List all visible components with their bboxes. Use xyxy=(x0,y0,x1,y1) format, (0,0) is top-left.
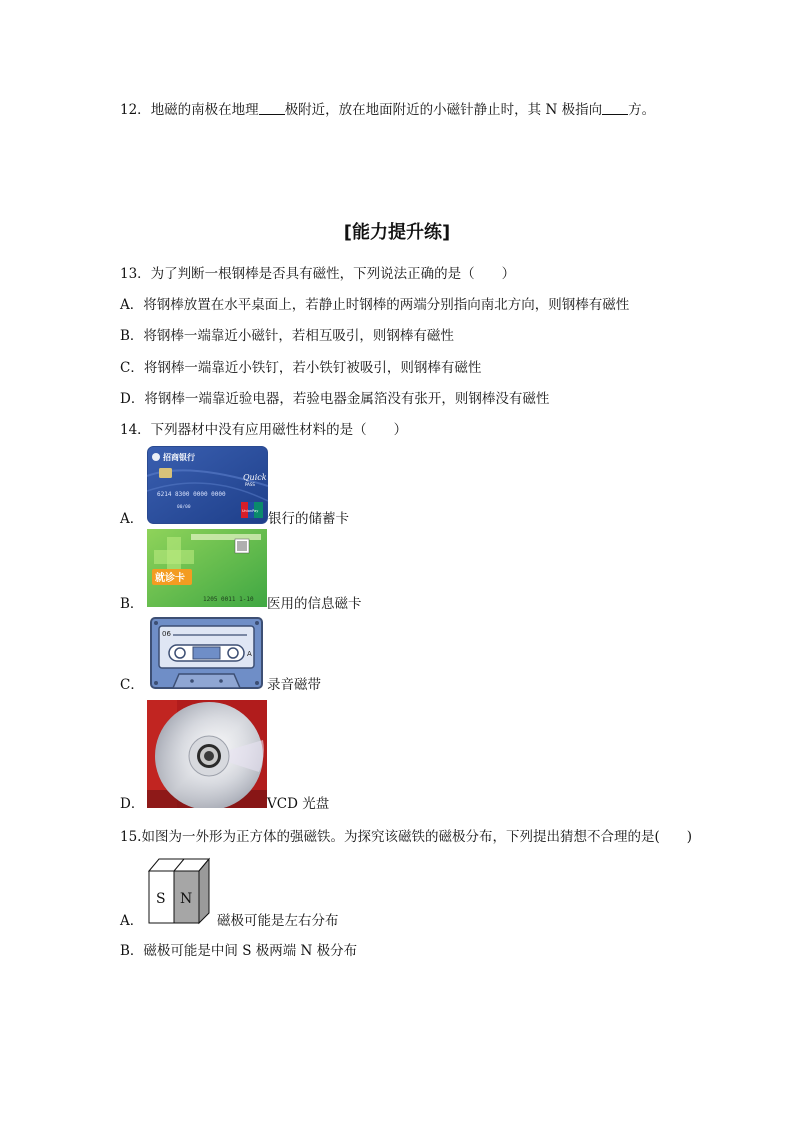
pole-n-label: N xyxy=(180,891,193,907)
medical-card-number: 1205 0011 1-10 xyxy=(203,596,254,603)
blank-1 xyxy=(259,101,285,115)
medical-card-label: 就诊卡 xyxy=(155,573,185,584)
question-15-option-a-text: 磁极可能是左右分布 xyxy=(217,913,339,929)
question-12 xyxy=(120,101,655,119)
cube-magnet-figure xyxy=(145,853,215,925)
question-13-option-c: C．将钢棒一端靠近小铁钉，若小铁钉被吸引，则钢棒有磁性 xyxy=(120,360,482,376)
pole-s-label: S xyxy=(156,891,166,907)
blank-2 xyxy=(602,101,628,115)
question-14-option-d-text: VCD 光盘 xyxy=(267,796,330,812)
question-15-option-a-letter: A． xyxy=(120,913,144,929)
pass-text: PASS xyxy=(245,482,255,487)
card-expiry-text: 00/00 xyxy=(177,505,191,510)
question-13-stem: 13．为了判断一根钢棒是否具有磁性，下列说法正确的是（ ） xyxy=(120,266,516,282)
question-14-option-b-letter: B． xyxy=(120,596,144,612)
unionpay-text: UnionPay xyxy=(242,509,259,513)
question-12-number: 12． xyxy=(120,102,151,118)
question-12-text-2: 极附近，放在地面附近的小磁针静止时，其 N 极指向 xyxy=(284,102,603,118)
question-12-text-3: 方。 xyxy=(628,102,656,118)
question-15-stem: 15.如图为一外形为正方体的强磁铁。为探究该磁铁的磁极分布，下列提出猜想不合理的是( ) xyxy=(120,829,693,845)
question-13-option-b: B．将钢棒一端靠近小磁针，若相互吸引，则钢棒有磁性 xyxy=(120,328,454,344)
medical-card-image xyxy=(147,529,267,607)
card-number-text: 6214 8300 0000 0000 xyxy=(157,491,226,498)
question-14-option-c-letter: C． xyxy=(120,677,144,693)
question-13-option-d: D．将钢棒一端靠近验电器，若验电器金属箔没有张开，则钢棒没有磁性 xyxy=(120,391,550,407)
bank-card-image xyxy=(147,446,268,524)
section-title: [能力提升练] xyxy=(343,222,451,243)
vcd-disc-image xyxy=(147,700,267,808)
question-14-option-b-text: 医用的信息磁卡 xyxy=(267,596,362,612)
question-14-option-a-text: 银行的储蓄卡 xyxy=(268,511,349,527)
question-14-stem: 14．下列器材中没有应用磁性材料的是（ ） xyxy=(120,422,408,438)
cassette-tape-image xyxy=(147,614,266,692)
question-14-option-a-letter: A． xyxy=(120,511,144,527)
question-15-option-b: B．磁极可能是中间 S 极两端 N 极分布 xyxy=(120,943,358,959)
question-14-option-c-text: 录音磁带 xyxy=(267,677,321,693)
question-13-option-a: A．将钢棒放置在水平桌面上，若静止时钢棒的两端分别指向南北方向，则钢棒有磁性 xyxy=(120,297,630,313)
bank-name-text: 招商银行 xyxy=(163,453,195,462)
question-14-option-d-letter: D． xyxy=(120,796,145,812)
tape-number: 06 xyxy=(162,630,171,638)
tape-side: A xyxy=(247,650,252,658)
quick-text: Quick xyxy=(243,473,267,482)
question-12-text-1: 地磁的南极在地理 xyxy=(150,102,259,118)
